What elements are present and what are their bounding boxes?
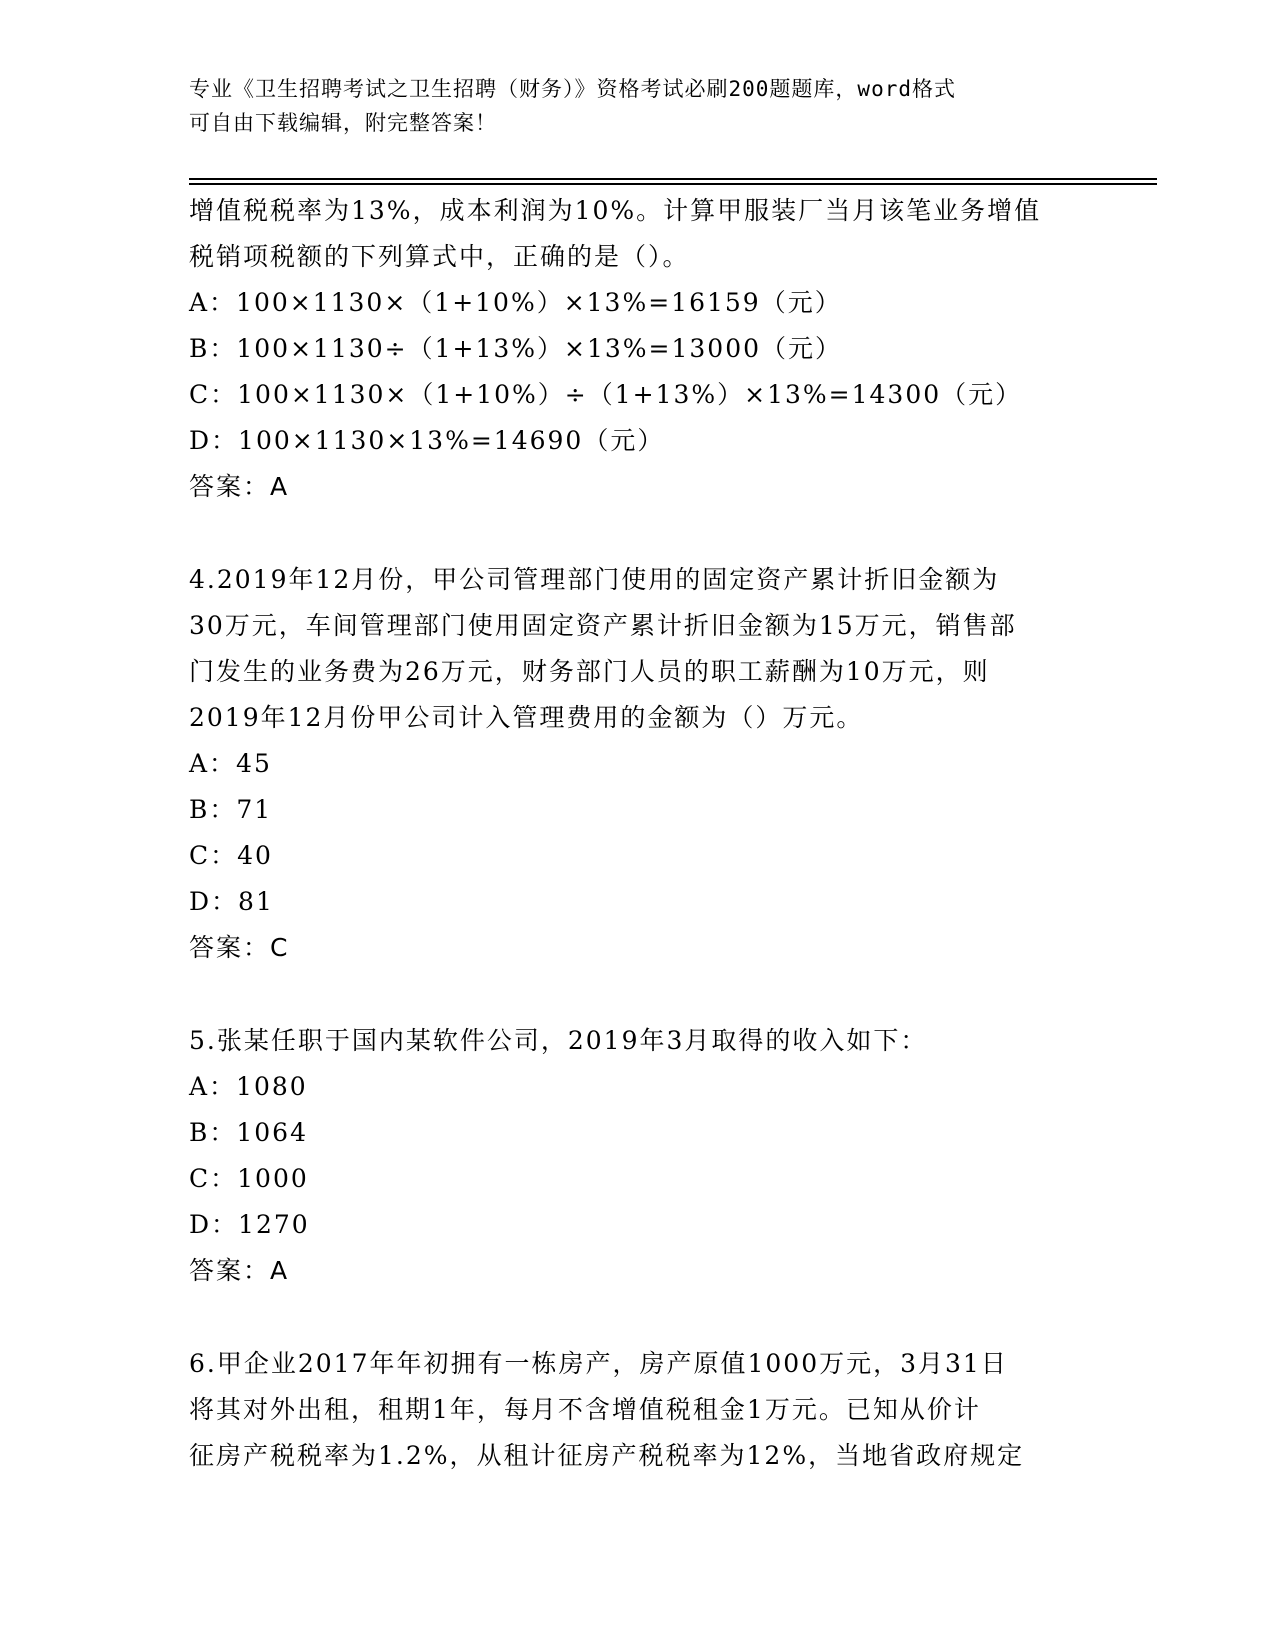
question-text: 税销项税额的下列算式中，正确的是（）。 (189, 242, 690, 271)
question-text: 征房产税税率为1.2%，从租计征房产税税率为12%，当地省政府规定 (189, 1441, 1025, 1470)
option-a: A：1080 (189, 1072, 308, 1101)
question-text: 6.甲企业2017年年初拥有一栋房产，房产原值1000万元，3月31日 (189, 1349, 1008, 1378)
question-6 (189, 1341, 1109, 1479)
answer: 答案：A (189, 1256, 290, 1285)
question-text: 将其对外出租，租期1年，每月不含增值税租金1万元。已知从价计 (189, 1395, 981, 1424)
spacer (189, 1294, 1109, 1341)
option-a: A：100×1130×（1+10%）×13%=16159（元） (189, 288, 842, 317)
option-b: B：100×1130÷（1+13%）×13%=13000（元） (189, 334, 843, 363)
option-c: C：100×1130×（1+10%）÷（1+13%）×13%=14300（元） (189, 380, 1023, 409)
question-text: 增值税税率为13%，成本利润为10%。计算甲服装厂当月该笔业务增值 (189, 196, 1042, 225)
question-list (189, 188, 1109, 1479)
option-d: D：1270 (189, 1210, 310, 1239)
question-5 (189, 1018, 1109, 1294)
answer: 答案：C (189, 933, 290, 962)
spacer (189, 510, 1109, 557)
option-b: B：71 (189, 795, 273, 824)
question-text: 30万元，车间管理部门使用固定资产累计折旧金额为15万元，销售部 (189, 611, 1017, 640)
option-c: C：40 (189, 841, 273, 870)
answer: 答案：A (189, 472, 290, 501)
option-d: D：100×1130×13%=14690（元） (189, 426, 665, 455)
option-b: B：1064 (189, 1118, 308, 1147)
header-rule-bottom (189, 183, 1157, 185)
header-line-1: 专业《卫生招聘考试之卫生招聘（财务）》资格考试必刷200题题库，word格式 (189, 77, 956, 101)
header-rule-top (189, 178, 1157, 180)
option-d: D：81 (189, 887, 274, 916)
question-text: 5.张某任职于国内某软件公司，2019年3月取得的收入如下： (189, 1026, 928, 1055)
option-a: A：45 (189, 749, 272, 778)
document-header (189, 72, 1089, 140)
question-text: 门发生的业务费为26万元，财务部门人员的职工薪酬为10万元，则 (189, 657, 990, 686)
spacer (189, 971, 1109, 1018)
option-c: C：1000 (189, 1164, 309, 1193)
question-3 (189, 188, 1109, 510)
question-4 (189, 557, 1109, 971)
header-line-2: 可自由下载编辑，附完整答案！ (189, 111, 497, 135)
question-text: 4.2019年12月份，甲公司管理部门使用的固定资产累计折旧金额为 (189, 565, 1000, 594)
question-text: 2019年12月份甲公司计入管理费用的金额为（）万元。 (189, 703, 864, 732)
